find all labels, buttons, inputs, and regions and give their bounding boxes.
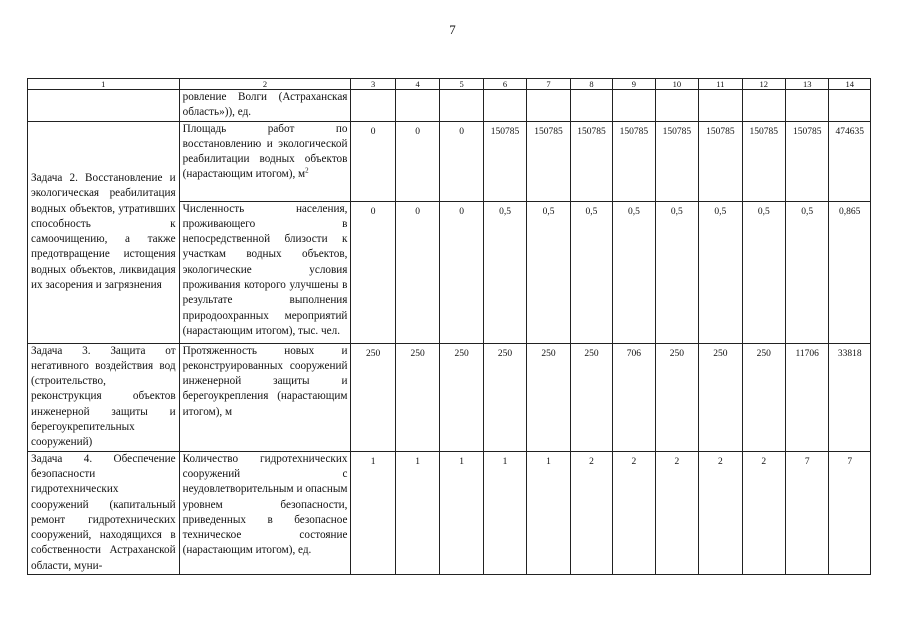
- value-cell: [786, 90, 829, 122]
- value-cell: 2: [613, 451, 655, 574]
- value-cell: 11706: [786, 343, 829, 451]
- value-cell: [527, 90, 570, 122]
- value-cell: 2: [699, 451, 742, 574]
- task-cell: Задача 4. Обеспечение безопасности гидротехнических сооружений (капитальный ремонт гидротехнических сооружений, находящихся в собственности Астраханской области, муни-: [28, 451, 180, 574]
- value-cell: 250: [395, 343, 439, 451]
- value-cell: 0,5: [613, 201, 655, 343]
- column-number: 12: [742, 79, 785, 90]
- indicator-text: Площадь работ по восстановлению и экологической реабилитации водных объектов (нарастающим итогом), м: [182, 122, 348, 181]
- value-cell: 0: [395, 201, 439, 343]
- page-number: 7: [449, 22, 456, 37]
- column-number: 8: [570, 79, 612, 90]
- task-cell: Задача 2. Восстановление и экологическая реабилитация водных объектов, утративших способность к самоочищению, а также предотвращение истощения водных объектов, ликвидация их засорения и загрязнения: [28, 121, 180, 343]
- value-cell: [829, 90, 871, 122]
- value-cell: 250: [699, 343, 742, 451]
- table-row: [28, 90, 871, 122]
- table-row: [28, 121, 871, 201]
- value-cell: [742, 90, 785, 122]
- column-number: 7: [527, 79, 570, 90]
- column-number: 9: [613, 79, 655, 90]
- value-cell: 0,5: [527, 201, 570, 343]
- value-cell: 0,5: [699, 201, 742, 343]
- indicators-table: [27, 78, 871, 575]
- indicator-cell: [179, 90, 351, 122]
- value-cell: 0: [440, 201, 483, 343]
- value-cell: 0,5: [655, 201, 698, 343]
- value-cell: 250: [483, 343, 526, 451]
- value-cell: 250: [351, 343, 395, 451]
- indicator-cell: [179, 343, 351, 451]
- value-cell: 2: [655, 451, 698, 574]
- value-cell: [655, 90, 698, 122]
- indicator-text: Протяженность новых и реконструированных сооружений инженерной защиты и берегоукрепления (нарастающим итогом), м: [182, 344, 348, 418]
- value-cell: 250: [527, 343, 570, 451]
- value-cell: 1: [440, 451, 483, 574]
- indicator-cell: [179, 451, 351, 574]
- unit-superscript: 2: [305, 166, 309, 175]
- value-cell: 150785: [613, 121, 655, 201]
- value-cell: 0: [351, 201, 395, 343]
- task-cell: Задача 3. Защита от негативного воздействия вод (строительство, реконструкция объектов инженерной защиты и берегоукрепительных сооружений): [28, 343, 180, 451]
- value-cell: 0,865: [829, 201, 871, 343]
- indicator-cell: [179, 121, 351, 201]
- value-cell: 2: [570, 451, 612, 574]
- value-cell: 1: [351, 451, 395, 574]
- value-cell: 150785: [655, 121, 698, 201]
- column-number: 2: [179, 79, 351, 90]
- value-cell: [395, 90, 439, 122]
- column-number: 3: [351, 79, 395, 90]
- value-cell: 150785: [742, 121, 785, 201]
- value-cell: 150785: [786, 121, 829, 201]
- value-cell: 150785: [699, 121, 742, 201]
- value-cell: [483, 90, 526, 122]
- value-cell: 250: [440, 343, 483, 451]
- column-number-row: [28, 79, 871, 90]
- value-cell: 7: [786, 451, 829, 574]
- column-number: 4: [395, 79, 439, 90]
- column-number: 1: [28, 79, 180, 90]
- column-number: 11: [699, 79, 742, 90]
- indicator-text: Численность населения, проживающего в непосредственной близости к участкам водных объектов, экологические условия проживания которого улучшены в результате выполнения природоохранных мероприятий (нарастающим итогом), тыс. чел.: [182, 202, 348, 337]
- value-cell: 0: [395, 121, 439, 201]
- table-body: [28, 79, 871, 575]
- indicator-text: Количество гидротехнических сооружений с неудовлетворительным и опасным уровнем безопасности, приведенных в безопасное техническое состояние (нарастающим итогом), ед.: [182, 452, 348, 557]
- column-number: 10: [655, 79, 698, 90]
- column-number: 6: [483, 79, 526, 90]
- value-cell: 1: [483, 451, 526, 574]
- column-number: 13: [786, 79, 829, 90]
- value-cell: 706: [613, 343, 655, 451]
- value-cell: 0,5: [483, 201, 526, 343]
- value-cell: 33818: [829, 343, 871, 451]
- value-cell: [699, 90, 742, 122]
- value-cell: [440, 90, 483, 122]
- value-cell: 0,5: [570, 201, 612, 343]
- value-cell: [351, 90, 395, 122]
- value-cell: 0: [440, 121, 483, 201]
- value-cell: 0,5: [742, 201, 785, 343]
- indicator-text: ровление Волги (Астраханская область»)), ед.: [182, 91, 348, 119]
- value-cell: [613, 90, 655, 122]
- table-row: [28, 343, 871, 451]
- value-cell: 1: [527, 451, 570, 574]
- value-cell: 0: [351, 121, 395, 201]
- value-cell: 0,5: [786, 201, 829, 343]
- column-number: 14: [829, 79, 871, 90]
- value-cell: 150785: [527, 121, 570, 201]
- value-cell: 7: [829, 451, 871, 574]
- indicator-cell: [179, 201, 351, 343]
- value-cell: 150785: [570, 121, 612, 201]
- column-number: 5: [440, 79, 483, 90]
- value-cell: 250: [742, 343, 785, 451]
- value-cell: 250: [570, 343, 612, 451]
- value-cell: 150785: [483, 121, 526, 201]
- task-cell: [28, 90, 180, 122]
- value-cell: 2: [742, 451, 785, 574]
- value-cell: 474635: [829, 121, 871, 201]
- value-cell: [570, 90, 612, 122]
- value-cell: 1: [395, 451, 439, 574]
- table-row: [28, 451, 871, 574]
- value-cell: 250: [655, 343, 698, 451]
